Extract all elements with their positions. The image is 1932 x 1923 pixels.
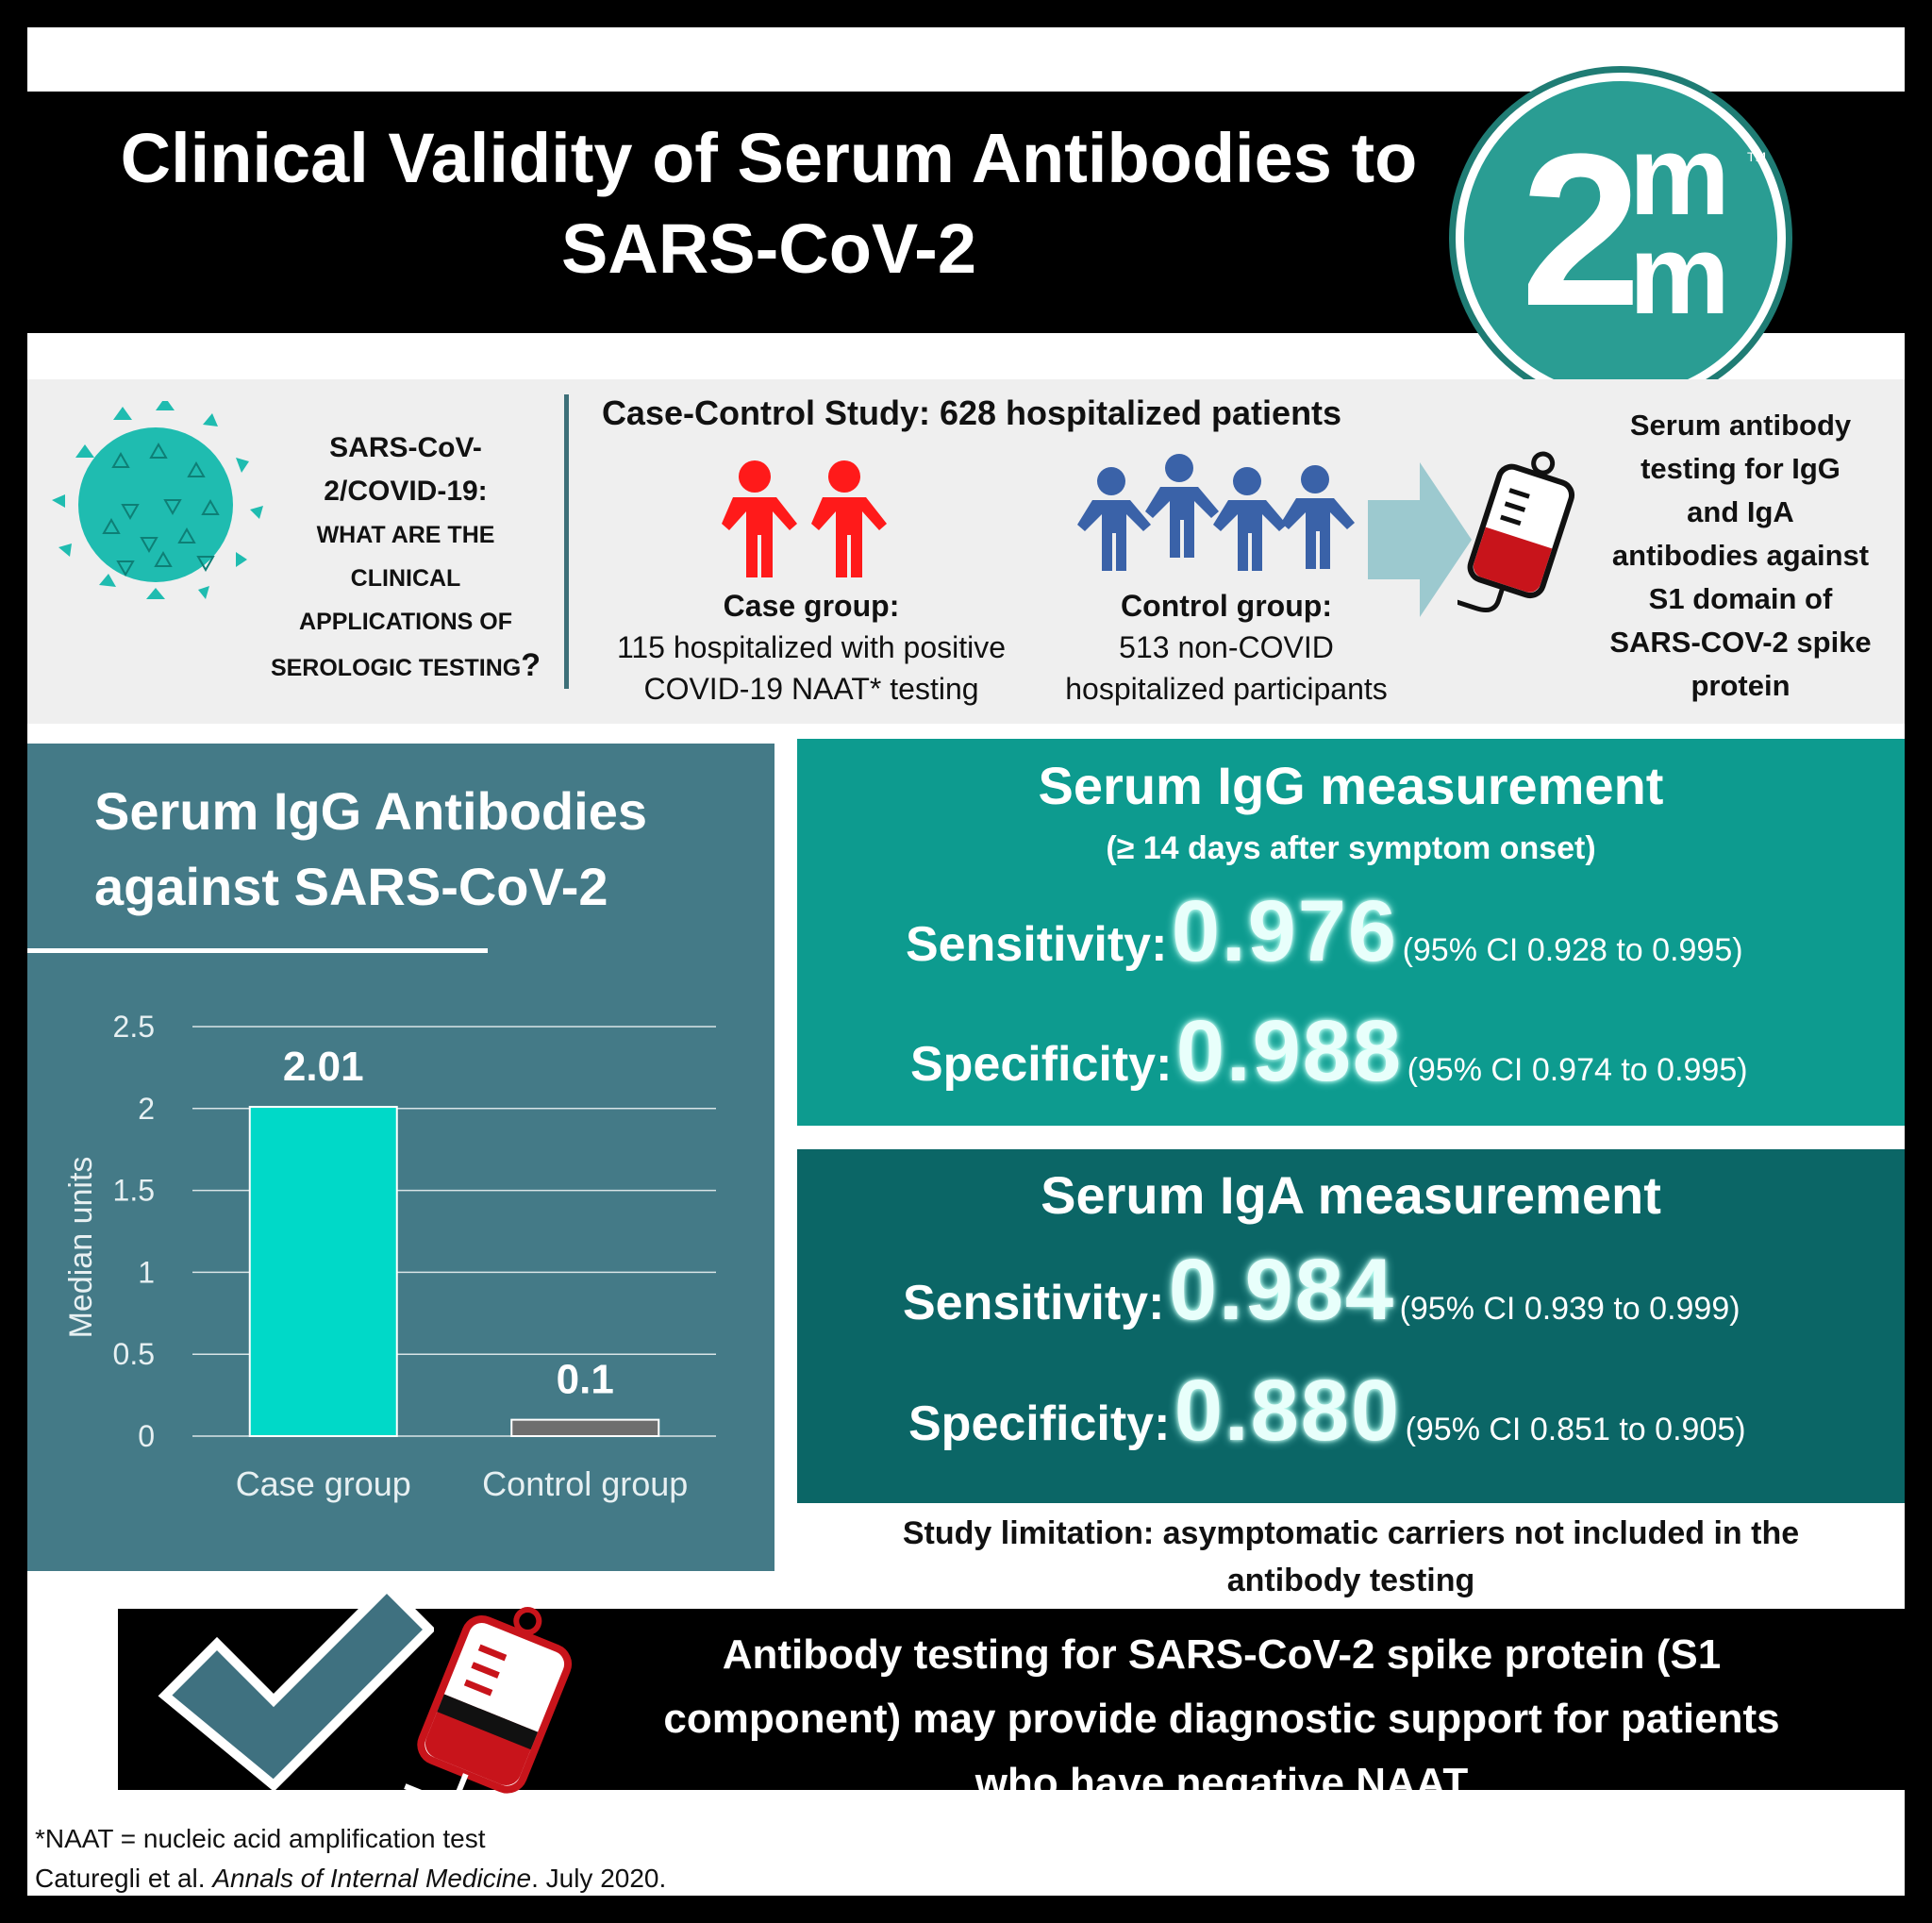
question-line-2: 2/COVID-19:: [324, 476, 488, 507]
control-group-line-2: hospitalized participants: [1065, 672, 1388, 706]
serum-testing-description: [1585, 404, 1896, 708]
section-divider: [564, 394, 569, 689]
iga-specificity-row: [908, 1362, 1746, 1461]
logo-m-top: m: [1629, 112, 1730, 239]
question-line-5: APPLICATIONS OF: [299, 609, 512, 635]
limitation-line-1: Study limitation: asymptomatic carriers not included in the: [902, 1515, 1800, 1551]
page-title: [57, 113, 1481, 294]
y-axis-label: Median units: [63, 1156, 99, 1339]
conclusion-text: [547, 1623, 1896, 1815]
citation-journal: Annals of Internal Medicine: [212, 1864, 532, 1893]
bar-control-group: [511, 1420, 658, 1436]
serum-line-7: protein: [1690, 669, 1790, 702]
question-line-4: CLINICAL: [350, 565, 461, 592]
igg-specificity-label: Specificity:: [910, 1037, 1173, 1092]
igg-sensitivity-ci: (95% CI 0.928 to 0.995): [1402, 932, 1743, 968]
data-label: 2.01: [282, 1044, 364, 1091]
serum-line-5: S1 domain of: [1648, 582, 1833, 615]
2m-logo: [1456, 73, 1786, 403]
citation-date: . July 2020.: [531, 1864, 667, 1893]
case-group-people-icon: [712, 458, 901, 580]
igg-sensitivity-value: 0.976: [1171, 883, 1399, 979]
conclusion-line-2: component) may provide diagnostic support for patients: [663, 1696, 1780, 1742]
serum-line-2: testing for IgG: [1641, 452, 1840, 485]
iga-specificity-value: 0.880: [1174, 1363, 1402, 1459]
serum-line-3: and IgA: [1687, 495, 1794, 528]
study-title: Case-Control Study: 628 hospitalized patients: [601, 393, 1342, 432]
igg-sensitivity-label: Sensitivity:: [906, 917, 1168, 972]
logo-trademark: TM: [1747, 149, 1767, 164]
study-limitation: [797, 1510, 1905, 1604]
footnote: *NAAT = nucleic acid amplification test: [35, 1824, 486, 1853]
igg-title-underline: [27, 948, 488, 953]
iga-sensitivity-value: 0.984: [1168, 1242, 1396, 1338]
serum-line-4: antibodies against: [1611, 539, 1870, 572]
igg-title-line-1: Serum IgG Antibodies: [94, 781, 647, 841]
igg-panel-title: [94, 774, 755, 925]
igg-measurement-title: Serum IgG measurement: [1038, 756, 1664, 815]
control-group-description: [1038, 585, 1415, 710]
y-tick-label: 0: [138, 1419, 155, 1453]
x-category-label: Control group: [482, 1464, 689, 1503]
iga-sensitivity-row: [903, 1241, 1740, 1340]
question-line-3: WHAT ARE THE: [316, 522, 495, 548]
citation-authors: Caturegli et al.: [35, 1864, 213, 1893]
checkmark-icon: [151, 1578, 434, 1795]
question-line-6: SEROLOGIC TESTING: [270, 655, 522, 681]
igg-specificity-row: [910, 1002, 1748, 1101]
conclusion-line-3: who have negative NAAT: [974, 1760, 1469, 1806]
question-mark: ?: [521, 647, 541, 683]
y-tick-label: 0.5: [112, 1337, 155, 1372]
title-line-1: Clinical Validity of Serum Antibodies to: [120, 119, 1418, 197]
iga-measurement-title: Serum IgA measurement: [1041, 1165, 1661, 1225]
y-tick-label: 2: [138, 1091, 155, 1126]
case-group-line-2: COVID-19 NAAT* testing: [643, 672, 979, 706]
conclusion-line-1: Antibody testing for SARS-CoV-2 spike protein (S1: [722, 1631, 1722, 1678]
igg-specificity-value: 0.988: [1175, 1003, 1404, 1099]
iga-sensitivity-label: Sensitivity:: [903, 1276, 1165, 1330]
case-group-label: Case group:: [723, 589, 900, 623]
citation: [35, 1859, 666, 1898]
iga-specificity-label: Specificity:: [908, 1396, 1171, 1451]
serum-line-1: Serum antibody: [1629, 409, 1852, 442]
iga-sensitivity-ci: (95% CI 0.939 to 0.999): [1399, 1291, 1740, 1327]
control-group-people-icon: [1074, 453, 1366, 576]
igg-measurement-subtitle: (≥ 14 days after symptom onset): [1106, 830, 1596, 866]
case-group-description: [575, 585, 1047, 710]
blood-bag-icon: [1457, 448, 1580, 627]
limitation-line-2: antibody testing: [1226, 1563, 1475, 1598]
x-category-label: Case group: [235, 1464, 411, 1503]
iga-specificity-ci: (95% CI 0.851 to 0.905): [1405, 1412, 1746, 1447]
y-tick-label: 1.5: [112, 1173, 155, 1208]
igg-sensitivity-row: [906, 882, 1743, 981]
study-question: [264, 426, 547, 690]
y-tick-label: 2.5: [112, 1010, 155, 1044]
control-group-label: Control group:: [1121, 589, 1332, 623]
logo-digit: 2: [1521, 109, 1636, 351]
igg-title-line-2: against SARS-CoV-2: [94, 857, 608, 916]
title-line-2: SARS-CoV-2: [561, 209, 976, 288]
virus-icon: [47, 401, 274, 609]
data-label: 0.1: [556, 1356, 614, 1403]
igg-bar-chart: [27, 981, 774, 1571]
y-tick-label: 1: [138, 1255, 155, 1290]
bar-case-group: [250, 1107, 397, 1436]
logo-m-bottom: m: [1629, 211, 1730, 338]
serum-line-6: SARS-COV-2 spike: [1609, 626, 1872, 659]
arrow-right-icon: [1368, 462, 1472, 618]
question-line-1: SARS-CoV-: [329, 432, 482, 463]
igg-specificity-ci: (95% CI 0.974 to 0.995): [1407, 1052, 1748, 1088]
control-group-line-1: 513 non-COVID: [1119, 630, 1334, 664]
case-group-line-1: 115 hospitalized with positive: [616, 630, 1007, 664]
